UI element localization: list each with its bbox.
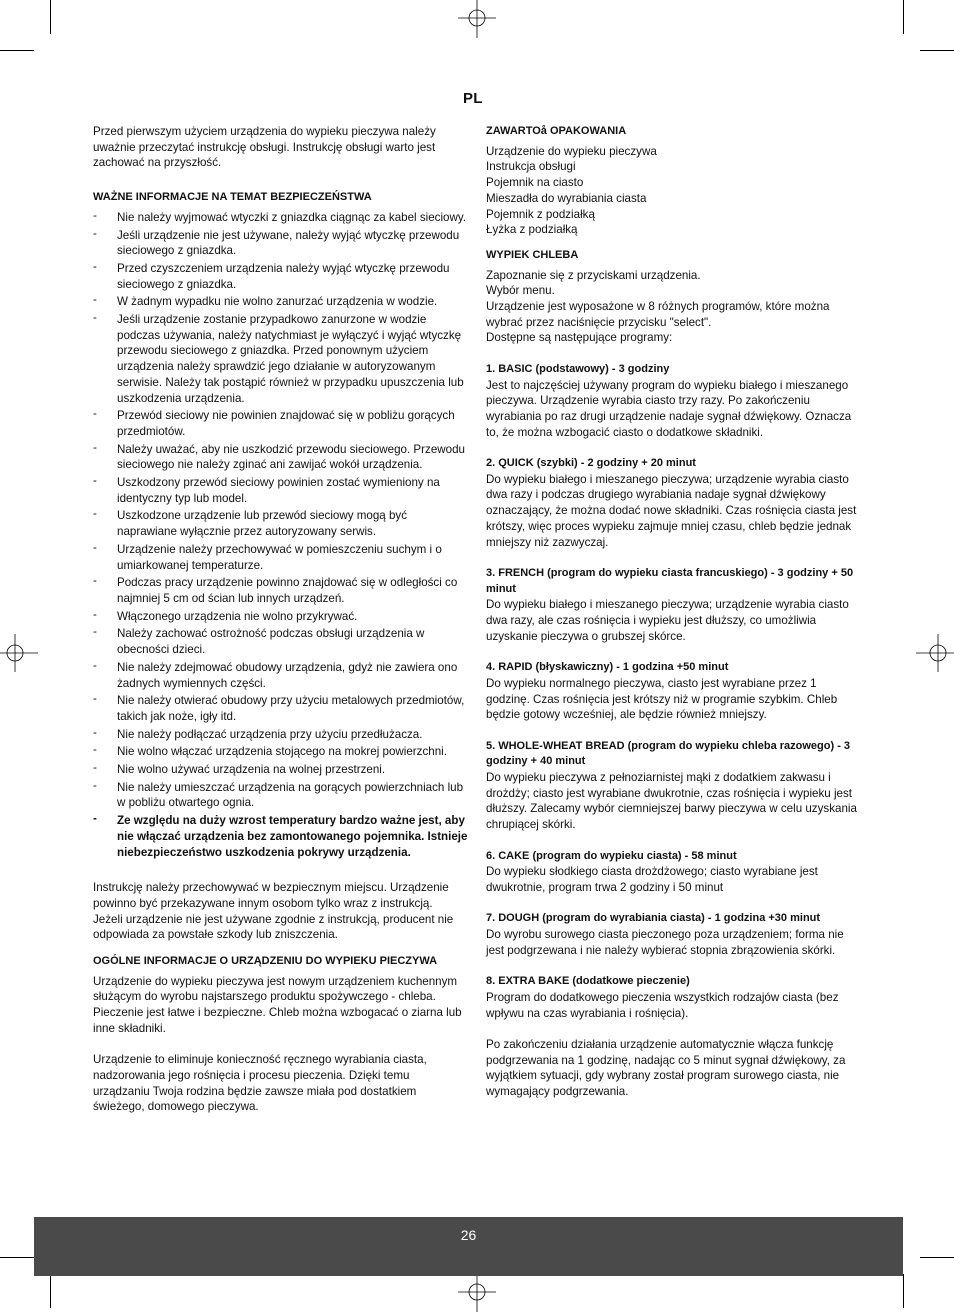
general-heading: OGÓLNE INFORMACJE O URZĄDZENIU DO WYPIEKU PIECZYWA [93,955,438,968]
program-title: 7. DOUGH (program do wyrabiania ciasta) - 1 godzina +30 minut [486,912,821,925]
general-paragraph-2: Urządzenie to eliminuje konieczność ręcznego wyrabiania ciasta, nadzorowania jego rośnięcia i procesu pieczenia. Dzięki temu urządzaniu Twoja rodzina będzie zawsze miała pod dostatkiem świeżego, domowego pieczywa. [93,1053,427,1114]
list-item: - Uszkodzone urządzenie lub przewód sieciowy mogą być naprawiane wyłącznie przez autoryzowany serwis. [93,508,469,539]
crop-mark [50,0,51,34]
baking-heading: WYPIEK CHLEBA [486,248,579,261]
program-text: Do wypieku słodkiego ciasta drożdżowego; ciasto wyrabiane jest dwukrotnie, program trwa 2 godziny i 50 minut [486,865,818,894]
registration-mark-icon [458,1274,496,1312]
liability-note: Jeżeli urządzenie nie jest używane zgodnie z instrukcją, producent nie odpowiada za powstałe szkody lub zniszczenia. [93,912,454,942]
program-title: 6. CAKE (program do wypieku ciasta) - 58 minut [486,849,737,862]
right-column [486,124,859,1100]
baking-intro-line: Zapoznanie się z przyciskami urządzenia. [486,268,701,282]
baking-intro-line: Urządzenie jest wyposażone w 8 różnych programów, które można wybrać przez naciśnięcie przycisku "select". [486,300,830,329]
list-item: - Nie należy wyjmować wtyczki z gniazdka ciągnąc za kabel sieciowy. [93,210,469,226]
crop-mark [903,1274,904,1308]
list-item: - Urządzenie należy przechowywać w pomieszczeniu suchym i o umiarkowanej temperaturze. [93,542,469,573]
storage-note: Instrukcję należy przechowywać w bezpiecznym miejscu. Urządzenie powinno być przekazywane innym osobom tylko wraz z instrukcją. [93,881,449,910]
program-title: 1. BASIC (podstawowy) - 3 godziny [486,362,670,375]
program-title: 3. FRENCH (program do wypieku ciasta francuskiego) - 3 godziny + 50 minut [486,566,854,595]
list-item: Pojemnik z podziałką [486,207,595,221]
baking-intro-line: Wybór menu. [486,284,555,298]
registration-mark-icon [458,0,496,38]
list-item: - Nie wolno włączać urządzenia stojącego na mokrej powierzchni. [93,744,469,760]
list-item: Łyżka z podziałką [486,223,578,237]
program-text: Do wypieku pieczywa z pełnoziarnistej mąki z dodatkiem zakwasu i drożdży; ciasto jest wyrabiane dwukrotnie, czas rośnięcia i wypieku jest dłuższy. Zalecamy wybór ciemniejszej barwy pieczywa w celu uzyskania chrupiącej skórki. [486,771,857,832]
program-title: 2. QUICK (szybki) - 2 godziny + 20 minut [486,457,696,470]
list-item: Urządzenie do wypieku pieczywa [486,144,657,158]
program-text: Do wypieku białego i mieszanego pieczywa; urządzenie wyrabia ciasto dwa razy, ale czas rośnięcia i wypieku jest dłuższy, co umożliwia uzyskanie pieczywa o grubszej skórce. [486,598,849,643]
list-item: - Przed czyszczeniem urządzenia należy wyjąć wtyczkę przewodu sieciowego z gniazdka. [93,261,469,292]
crop-mark [0,50,34,51]
contents-list [486,144,859,238]
footer-band [34,1217,903,1276]
registration-mark-icon [916,634,954,672]
crop-mark [920,1257,954,1258]
list-item: - Uszkodzony przewód sieciowy powinien zostać wymieniony na identyczny typ lub model. [93,475,469,506]
safety-warning: - Ze względu na duży wzrost temperatury bardzo ważne jest, aby nie włączać urządzenia bez zamontowanego pojemnika. Istnieje niebezpieczeństwo uszkodzenia pokrywy urządzenia. [93,813,469,860]
safety-heading: WAŻNE INFORMACJE NA TEMAT BEZPIECZEŃSTWA [93,191,372,204]
list-item: Instrukcja obsługi [486,160,576,174]
list-item: - Jeśli urządzenie nie jest używane, należy wyjąć wtyczkę przewodu sieciowego z gniazdka. [93,228,469,259]
list-item: - Nie należy otwierać obudowy przy użyciu metalowych przedmiotów, takich jak noże, igły itd. [93,693,469,724]
baking-intro [486,268,859,347]
program-title: 5. WHOLE-WHEAT BREAD (program do wypieku chleba razowego) - 3 godziny + 40 minut [486,739,851,768]
list-item: - Nie należy umieszczać urządzenia na gorących powierzchniach lub w pobliżu otwartego ognia. [93,780,469,811]
registration-mark-icon [0,634,38,672]
program-title: 8. EXTRA BAKE (dodatkowe pieczenie) [486,975,690,988]
safety-list [93,210,469,860]
page-number: 26 [460,1227,477,1243]
baking-intro-line: Dostępne są następujące programy: [486,331,673,345]
program-text: Do wyrobu surowego ciasta pieczonego poza urządzeniem; forma nie jest podgrzewana i nie należy wybierać stopnia zbrązowienia skórki. [486,928,844,957]
list-item: - Podczas pracy urządzenie powinno znajdować się w odległości co najmniej 5 cm od ścian lub innych urządzeń. [93,575,469,606]
list-item: Pojemnik na ciasto [486,176,584,190]
general-paragraph-1: Urządzenie do wypieku pieczywa jest nowym urządzeniem kuchennym służącym do wyrobu najstarszego produktu spożywczego - chleba. Pieczenie jest łatwe i bezpieczne. Chleb można wzbogacać o ziarna lub inne składniki. [93,974,462,1035]
list-item: - Nie należy zdejmować obudowy urządzenia, gdyż nie zawiera ono żadnych wymiennych części. [93,660,469,691]
list-item: - Należy uważać, aby nie uszkodzić przewodu sieciowego. Przewodu sieciowego nie należy zginać ani zawijać wokół urządzenia. [93,442,469,473]
crop-mark [920,50,954,51]
list-item: - Należy zachować ostrożność podczas obsługi urządzenia w obecności dzieci. [93,626,469,657]
left-column [93,124,469,1115]
program-text: Do wypieku normalnego pieczywa, ciasto jest wyrabiane przez 1 godzinę. Czas rośnięcia jest krótszy niż w programie szybkim. Chleb będzie gotowy wcześniej, ale będzie również mniejszy. [486,676,838,722]
program-text: Jest to najczęściej używany program do wypieku białego i mieszanego pieczywa. Urządzenie wyrabia ciasto trzy razy. Po zakończeniu wyrabiania po raz drugi urządzenie nadaje sygnał dźwiękowy. Oznacza to, że można wzbogacić ciasto o dodatkowe składniki. [486,378,852,439]
language-tag: PL [463,90,483,107]
program-text: Program do dodatkowego pieczenia wszystkich rodzajów ciasta (bez wpływu na czas wyrabiania i rośnięcia). [486,990,839,1020]
list-item: - Przewód sieciowy nie powinien znajdować się w pobliżu gorących przedmiotów. [93,408,469,439]
program-text: Do wypieku białego i mieszanego pieczywa; urządzenie wyrabia ciasto dwa razy i podczas drugiego wyrabiania nadaje sygnał dźwiękowy oznaczający, że można dodać nowe składniki. Czas rośnięcia ciasta jest krótszy, więc proces wypieku zajmuje mniej czasu, chleb będzie jednak mniejszy niż zazwyczaj. [486,472,857,549]
crop-mark [903,0,904,34]
closing-paragraph: Po zakończeniu działania urządzenie automatycznie włącza funkcję podgrzewania na 1 godzinę, nadając co 5 minut sygnał dźwiękowy, za wyjątkiem sytuacji, gdy wybrany został program surowego ciasta, nie wymagający podgrzewania. [486,1037,846,1099]
program-title: 4. RAPID (błyskawiczny) - 1 godzina +50 minut [486,661,729,674]
list-item: Mieszadła do wyrabiania ciasta [486,191,647,205]
list-item: - W żadnym wypadku nie wolno zanurzać urządzenia w wodzie. [93,294,469,310]
list-item: - Nie należy podłączać urządzenia przy użyciu przedłużacza. [93,727,469,743]
crop-mark [50,1274,51,1308]
list-item: - Nie wolno używać urządzenia na wolnej przestrzeni. [93,762,469,778]
contents-heading: ZAWARTOå OPAKOWANIA [486,125,627,137]
list-item: - Włączonego urządzenia nie wolno przykrywać. [93,609,469,625]
intro-paragraph: Przed pierwszym użyciem urządzenia do wypieku pieczywa należy uważnie przeczytać instrukcję obsługi. Instrukcję obsługi warto jest zachować na przyszłość. [93,125,436,170]
list-item: - Jeśli urządzenie zostanie przypadkowo zanurzone w wodzie podczas używania, należy natychmiast je wyłączyć i wyjąć wtyczkę przewodu sieciowego z gniazdka. Przed ponownym użyciem urządzenia należy sprawdzić jego działanie w autoryzowanym serwisie. Należy tak postąpić również w przypadku upuszczenia lub uszkodzenia urządzenia. [93,312,469,406]
crop-mark [0,1257,34,1258]
